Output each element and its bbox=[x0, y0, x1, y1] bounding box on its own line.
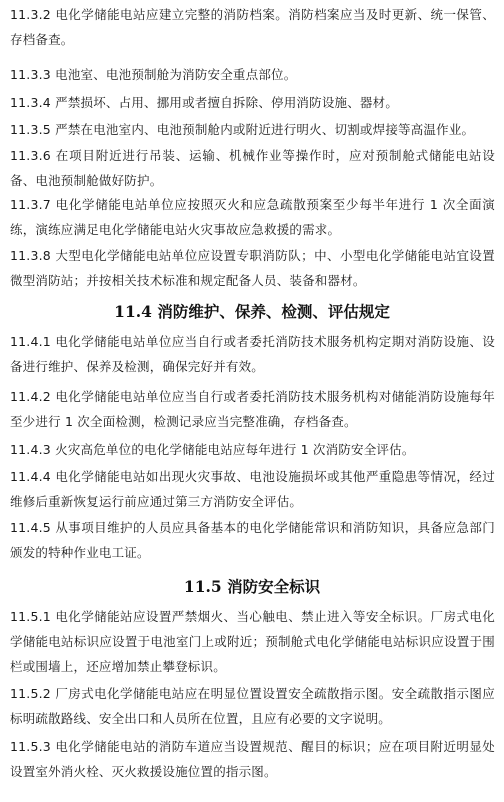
clause-11-4-5: 11.4.5 从事项目维护的人员应具备基本的电化学储能常识和消防知识，具备应急部门颁发的特种作业电工证。 bbox=[10, 520, 495, 560]
clause-11-4-2: 11.4.2 电化学储能电站单位应当自行或者委托消防技术服务机构对储能消防设施每年至少进行 1 次全面检测，检测记录应当完整准确，存档备查。 bbox=[10, 389, 495, 429]
clause-11-3-2: 11.3.2 电化学储能电站应建立完整的消防档案。消防档案应当及时更新、统一保管、存档备查。 bbox=[10, 7, 495, 47]
clause-11-4-1: 11.4.1 电化学储能电站单位应当自行或者委托消防技术服务机构定期对消防设施、设备进行维护、保养及检测，确保完好并有效。 bbox=[10, 334, 495, 374]
clause-11-4-4: 11.4.4 电化学储能电站如出现火灾事故、电池设施损坏或其他严重隐患等情况，经过维修后重新恢复运行前应通过第三方消防安全评估。 bbox=[10, 469, 495, 509]
clause-11-3-7: 11.3.7 电化学储能电站单位应按照灭火和应急疏散预案至少每半年进行 1 次全面演练，演练应满足电化学储能电站火灾事故应急救援的需求。 bbox=[10, 197, 495, 237]
section-heading-11-4: 11.4 消防维护、保养、检测、评估规定 bbox=[114, 302, 390, 321]
clause-11-4-3: 11.4.3 火灾高危单位的电化学储能电站应每年进行 1 次消防安全评估。 bbox=[10, 442, 415, 457]
section-heading-11-5: 11.5 消防安全标识 bbox=[183, 577, 321, 596]
clause-11-3-3: 11.3.3 电池室、电池预制舱为消防安全重点部位。 bbox=[10, 67, 297, 82]
clause-11-3-8: 11.3.8 大型电化学储能电站单位应设置专职消防队；中、小型电化学储能电站宜设置微型消防站；并按相关技术标准和规定配备人员、装备和器材。 bbox=[10, 248, 495, 288]
clause-11-5-1: 11.5.1 电化学储能站应设置严禁烟火、当心触电、禁止进入等安全标识。厂房式电化学储能电站标识应设置于电池室门上或附近；预制舱式电化学储能电站标识应设置于围栏或围墙上，还应增加禁止攀登标识。 bbox=[10, 609, 495, 674]
clause-11-5-3: 11.5.3 电化学储能电站的消防车道应当设置规范、醒目的标识；应在项目附近明显处设置室外消火栓、灭火救援设施位置的指示图。 bbox=[10, 739, 495, 779]
clause-11-3-5: 11.3.5 严禁在电池室内、电池预制舱内或附近进行明火、切割或焊接等高温作业。 bbox=[10, 122, 475, 137]
clause-11-5-2: 11.5.2 厂房式电化学储能电站应在明显位置设置安全疏散指示图。安全疏散指示图应标明疏散路线、安全出口和人员所在位置，且应有必要的文字说明。 bbox=[10, 686, 495, 726]
clause-11-3-6: 11.3.6 在项目附近进行吊装、运输、机械作业等操作时，应对预制舱式储能电站设备、电池预制舱做好防护。 bbox=[10, 148, 495, 188]
clause-11-3-4: 11.3.4 严禁损坏、占用、挪用或者擅自拆除、停用消防设施、器材。 bbox=[10, 95, 399, 110]
